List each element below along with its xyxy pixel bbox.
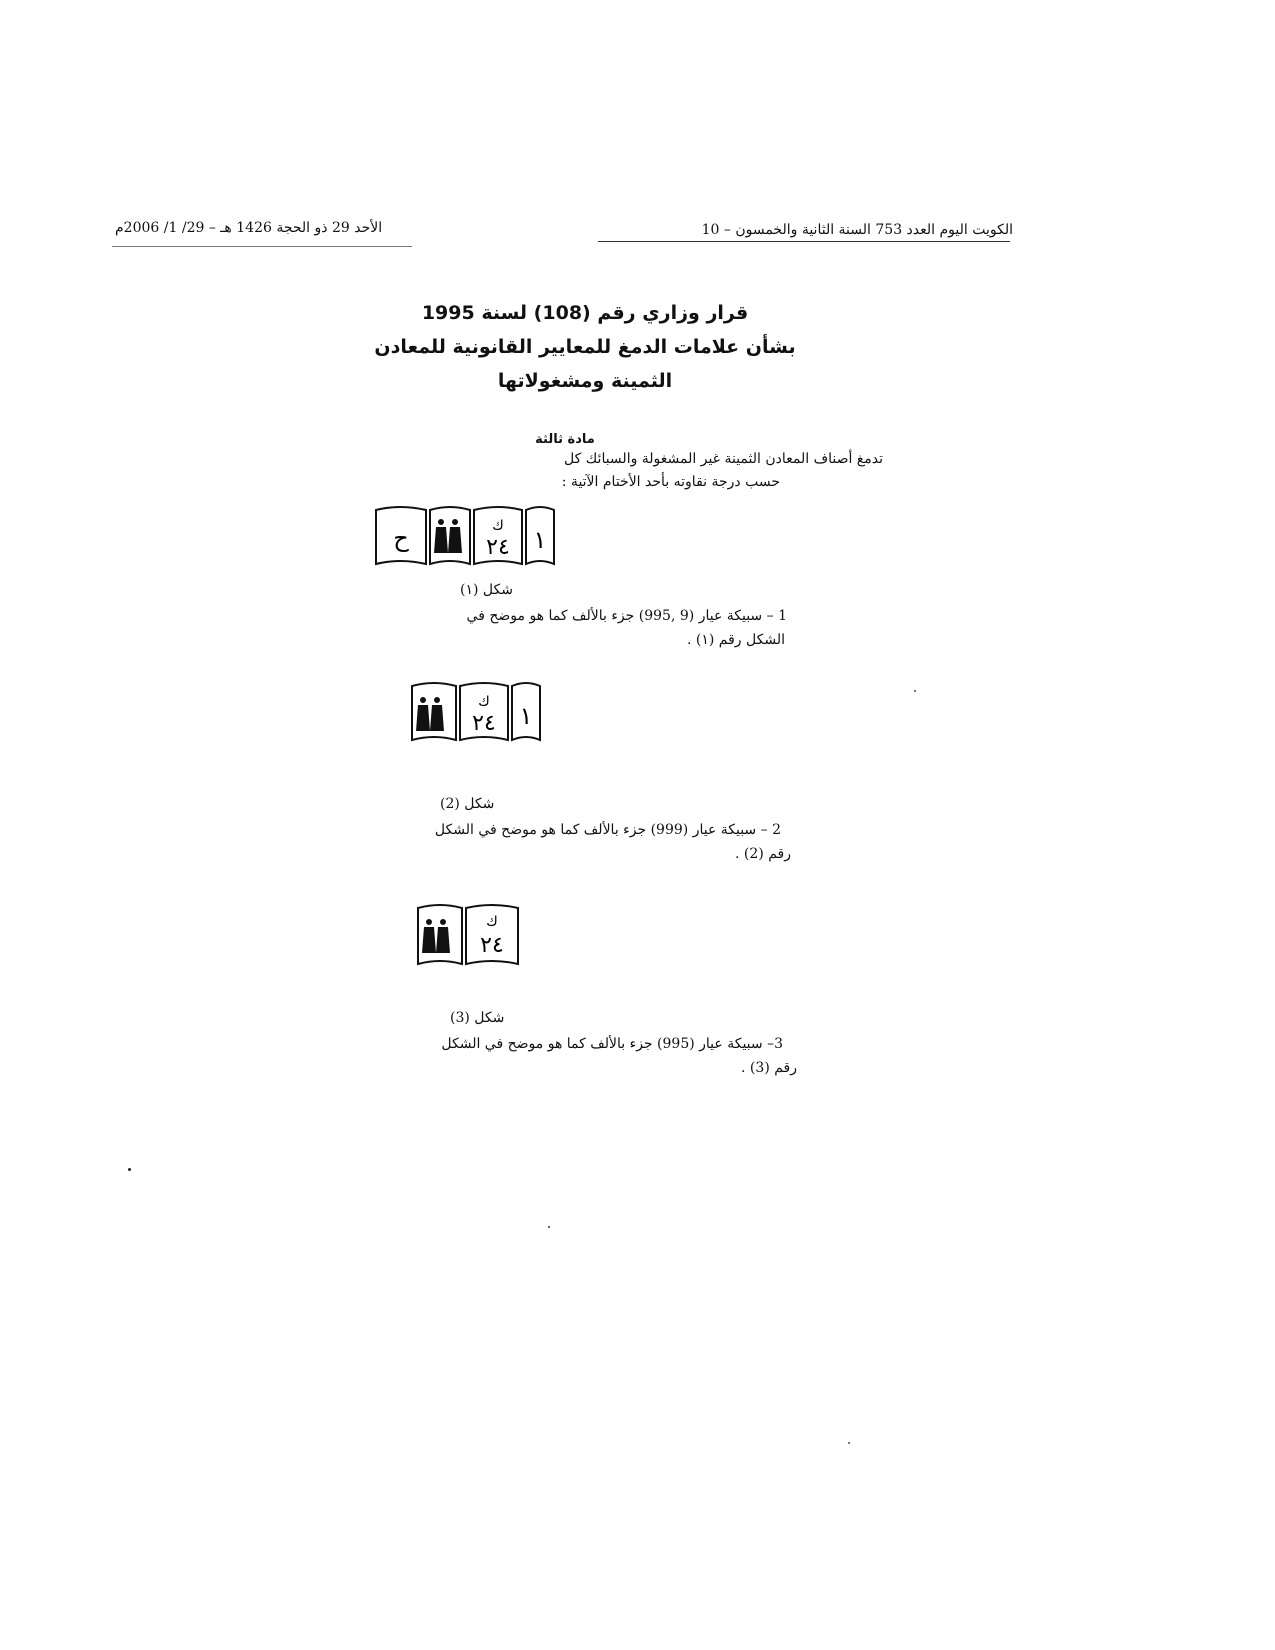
article-heading: مادة ثالثة bbox=[535, 432, 595, 447]
header-rule-right bbox=[598, 241, 1010, 242]
hallmark-figure-2-graphic bbox=[408, 680, 548, 746]
scan-speck bbox=[848, 1442, 850, 1444]
figure-3-item-line1: 3– سبيكة عيار (995) جزء بالألف كما هو موضح في الشكل bbox=[441, 1036, 783, 1052]
hallmark-figure-2 bbox=[408, 680, 548, 746]
figure-2-item-line2: رقم (2) . bbox=[735, 846, 791, 862]
decree-title-line3: الثمينة ومشغولاتها bbox=[497, 370, 673, 392]
scan-speck bbox=[548, 1226, 550, 1228]
gazette-header: الكويت اليوم العدد 753 السنة الثانية والخمسون – 10 bbox=[701, 222, 1013, 238]
hallmark-figure-3 bbox=[414, 900, 526, 970]
figure-3-item-line2: رقم (3) . bbox=[741, 1060, 797, 1076]
hallmark-numeral-1: ١ bbox=[519, 702, 533, 730]
hallmark-figure-3-graphic bbox=[414, 900, 526, 970]
scan-speck bbox=[914, 690, 916, 692]
figure-1-caption: شكل (١) bbox=[460, 582, 513, 598]
hallmark-karat-24: ٢٤ bbox=[472, 711, 496, 736]
intro-line1: تدمغ أصناف المعادن الثمينة غير المشغولة والسبائك كل bbox=[564, 451, 883, 467]
header-rule-left bbox=[112, 246, 412, 247]
scan-speck bbox=[128, 1168, 131, 1171]
figure-1-item-line1: 1 – سبيكة عيار (9 ,995) جزء بالألف كما هو موضح في bbox=[466, 608, 787, 624]
decree-title-line1: قرار وزاري رقم (108) لسنة 1995 bbox=[421, 302, 749, 324]
hallmark-numeral-1: ١ bbox=[533, 526, 547, 554]
hallmark-letter-ha: ح bbox=[393, 524, 409, 552]
issue-date: الأحد 29 ذو الحجة 1426 هـ – 29/ 1/ 2006م bbox=[115, 220, 383, 236]
decree-title bbox=[360, 296, 810, 398]
hallmark-karat-k: ك bbox=[492, 518, 504, 534]
figure-1-item-line2: الشكل رقم (١) . bbox=[686, 632, 785, 648]
hallmark-karat-k: ك bbox=[478, 694, 490, 710]
figure-2-caption: شكل (2) bbox=[440, 796, 495, 812]
hallmark-karat-24: ٢٤ bbox=[480, 933, 504, 958]
hallmark-figure-1-graphic bbox=[372, 504, 562, 570]
hallmark-karat-24: ٢٤ bbox=[486, 535, 510, 560]
decree-title-line2: بشأن علامات الدمغ للمعايير القانونية للمعادن bbox=[374, 336, 796, 358]
figure-3-caption: شكل (3) bbox=[450, 1010, 505, 1026]
intro-line2: حسب درجة نقاوته بأحد الأختام الآتية : bbox=[561, 474, 780, 490]
hallmark-karat-k: ك bbox=[486, 914, 498, 930]
hallmark-figure-1 bbox=[372, 504, 562, 570]
figure-2-item-line1: 2 – سبيكة عيار (999) جزء بالألف كما هو موضح في الشكل bbox=[434, 822, 781, 838]
